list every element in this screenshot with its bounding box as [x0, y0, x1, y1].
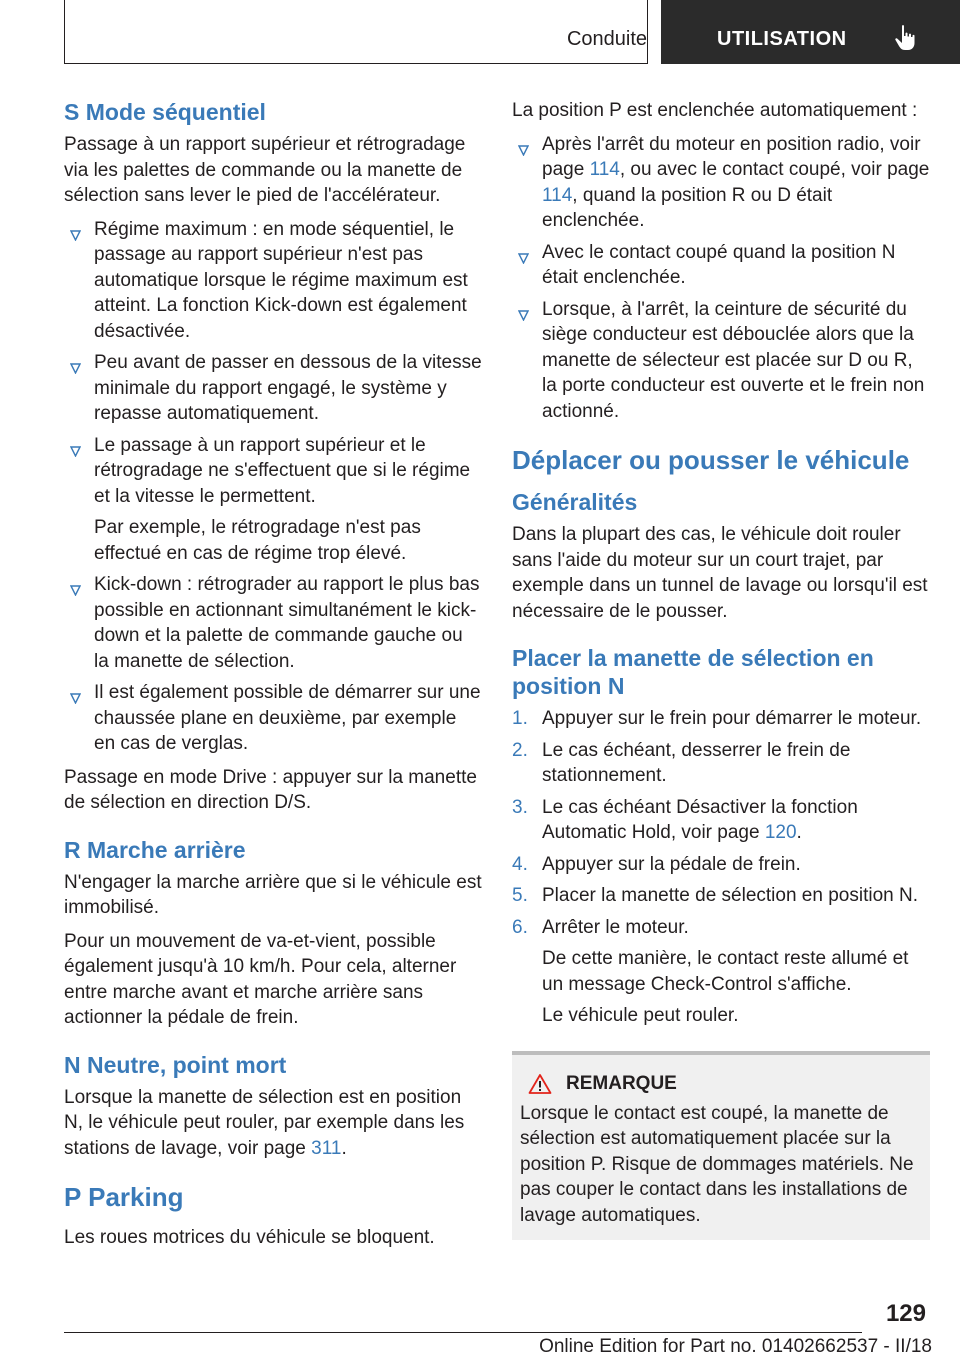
step-note: De cette manière, le contact reste allumé et un message Check-Control s'affiche.: [542, 948, 909, 995]
step-item: [512, 738, 930, 789]
list-item: [64, 680, 482, 757]
list-item-text: Avec le contact coupé quand la position N était enclenchée.: [542, 241, 896, 288]
p-paragraph: Les roues motrices du véhicule se bloquent.: [64, 1227, 435, 1248]
r-paragraph-1: N'engager la marche arrière que si le véhicule est immobilisé.: [64, 871, 482, 918]
step-text: Appuyer sur la pédale de frein.: [542, 853, 801, 875]
step-text: Le cas échéant Désactiver la fonction Automatic Hold, voir page: [542, 796, 858, 843]
notice-header: [520, 1073, 922, 1095]
header-section-title: Conduite: [566, 28, 647, 50]
r-paragraph-2: Pour un mouvement de va-et-vient, possible également jusqu'à 10 km/h. Pour cela, alterner entre marche avant et marche arrière sans actionner la pédale de frein.: [64, 930, 457, 1028]
step-item: 3. Le cas échéant Désactiver la fonction Automatic Hold, voir page 120.: [512, 796, 858, 843]
triangle-bullet-icon: [518, 303, 529, 329]
step-text: Arrêter le moteur.: [542, 916, 689, 938]
n-paragraph-text: Lorsque la manette de sélection est en position N, le véhicule peut rouler, par exemple dans les stations de lavage, voir page: [64, 1086, 465, 1159]
subsection-title-place-n: Placer la manette de sélection en position N: [512, 645, 874, 699]
step-item: [512, 915, 930, 1029]
section-title-r-reverse: R Marche arrière: [64, 836, 246, 863]
section-title-n-neutral: N Neutre, point mort: [64, 1051, 287, 1078]
page-number: 129: [885, 1300, 926, 1327]
list-item-text: Lorsque, à l'arrêt, la ceinture de sécurité du siège conducteur est débouclée alors que la manette de sélecteur est placée sur D ou R, la porte conducteur est ouverte et le frein non actionné.: [542, 298, 925, 422]
triangle-bullet-icon: [518, 138, 529, 164]
page-link-120[interactable]: 120: [764, 822, 797, 843]
list-item-text: , ou avec le contact coupé, voir page: [619, 159, 930, 180]
header-chapter-label: UTILISATION: [717, 28, 847, 50]
footer-divider: [64, 1332, 862, 1333]
list-item-text: Il est également possible de démarrer sur une chaussée plane en deuxième, par exemple en cas de verglas.: [94, 682, 481, 754]
list-item: [64, 572, 482, 674]
list-item-text: Après l'arrêt du moteur en position radio, voir page: [542, 133, 921, 180]
step-number: 6.: [512, 916, 528, 938]
list-item: [64, 433, 482, 567]
list-item-text: , quand la position R ou D était enclenchée.: [542, 184, 833, 231]
section-title-move-vehicle: Déplacer ou pousser le véhicule: [512, 445, 910, 475]
subsection-title-general: Généralités: [512, 489, 638, 515]
list-item: [512, 297, 930, 425]
step-number: 2.: [512, 739, 528, 761]
s-mode-list: [64, 217, 482, 757]
s-mode-intro: Passage à un rapport supérieur et rétrogradage via les palettes de commande ou la manette de sélection sans lever le pied de l'accélérateur.: [64, 134, 466, 206]
step-text: Placer la manette de sélection en position N.: [542, 885, 918, 906]
step-number: 5.: [512, 885, 528, 906]
left-column: [64, 98, 482, 1259]
p-auto-intro: La position P est enclenchée automatiquement :: [512, 100, 918, 121]
step-text: Le cas échéant, desserrer le frein de stationnement.: [542, 739, 851, 786]
list-item: [512, 132, 930, 234]
triangle-bullet-icon: [70, 439, 81, 465]
step-number: 1.: [512, 708, 528, 729]
list-item-text: Kick-down : rétrograder au rapport le plus bas possible en actionnant simultanément le kick-down et la palette de commande gauche ou la manette de sélection.: [94, 574, 480, 672]
notice-box: [512, 1051, 930, 1241]
list-item-text: Régime maximum : en mode séquentiel, le passage au rapport supérieur n'est pas automatique lorsque le régime maximum est atteint. La fonction Kick-down est également désactivée.: [94, 218, 468, 342]
n-paragraph: Lorsque la manette de sélection est en position N, le véhicule peut rouler, par exemple dans les stations de lavage, voir page 311.: [64, 1086, 465, 1159]
step-item: [512, 706, 930, 732]
notice-title: REMARQUE: [566, 1072, 677, 1094]
page-link-311[interactable]: 311: [311, 1137, 342, 1159]
page-link-114[interactable]: 114: [589, 159, 620, 180]
list-item-note: Par exemple, le rétrogradage n'est pas effectué en cas de régime trop élevé.: [94, 517, 421, 564]
section-title-s-mode: S Mode séquentiel: [64, 99, 266, 125]
triangle-bullet-icon: [70, 686, 81, 712]
step-number: 3.: [512, 796, 528, 818]
page-link-114[interactable]: 114: [542, 184, 573, 206]
step-item: [512, 883, 930, 909]
section-title-p-parking: P Parking: [64, 1182, 184, 1212]
header-chapter-tab: [661, 0, 960, 64]
p-auto-list: [512, 132, 930, 425]
step-item: [512, 852, 930, 878]
general-paragraph: Dans la plupart des cas, le véhicule doit rouler sans l'aide du moteur sur un court trajet, par exemple dans un tunnel de lavage ou lorsqu'il est nécessaire de le pousser.: [512, 524, 928, 622]
triangle-bullet-icon: [70, 356, 81, 382]
s-mode-outro: Passage en mode Drive : appuyer sur la manette de sélection en direction D/S.: [64, 766, 477, 813]
step-number: 4.: [512, 853, 528, 875]
triangle-bullet-icon: [518, 246, 529, 272]
list-item-text: Peu avant de passer en dessous de la vitesse minimale du rapport engagé, le système y repasse automatiquement.: [94, 352, 482, 424]
header-section-box: [64, 0, 648, 64]
warning-triangle-icon: [528, 1073, 552, 1095]
triangle-bullet-icon: [70, 223, 81, 249]
step-note: Le véhicule peut rouler.: [542, 1005, 739, 1026]
step-text: Appuyer sur le frein pour démarrer le moteur.: [542, 708, 922, 729]
footer-edition: Online Edition for Part no. 01402662537 - II/18: [539, 1336, 932, 1357]
triangle-bullet-icon: [70, 578, 81, 604]
hand-pointer-icon: [893, 24, 917, 57]
list-item: [64, 350, 482, 427]
right-column: [512, 98, 930, 1240]
list-item-text: Le passage à un rapport supérieur et le rétrogradage ne s'effectuent que si le régime et la vitesse le permettent.: [94, 434, 471, 507]
list-item: [512, 240, 930, 291]
steps-list: [512, 706, 930, 1029]
notice-text: Lorsque le contact est coupé, la manette de sélection est automatiquement placée sur la position P. Risque de dommages matériels. Ne pas couper le contact dans les installations de lavage automatiques.: [520, 1102, 914, 1226]
list-item: [64, 217, 482, 345]
